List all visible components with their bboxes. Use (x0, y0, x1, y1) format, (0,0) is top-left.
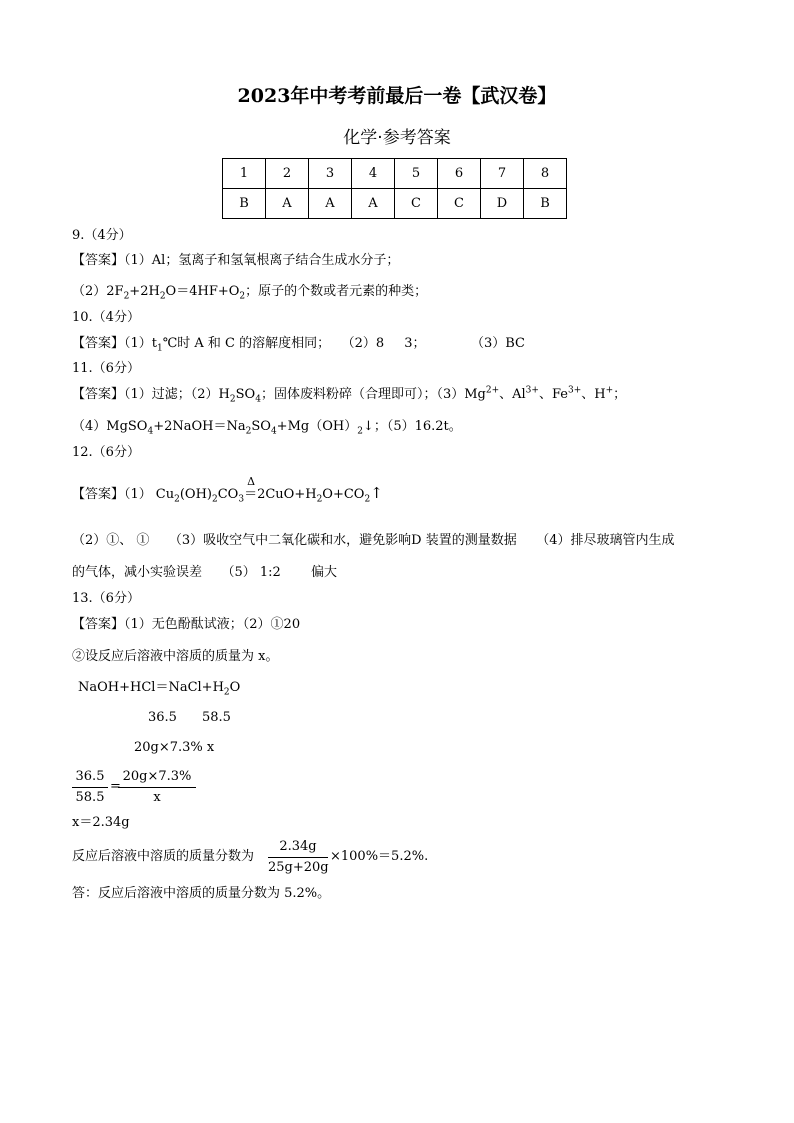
table-cell: 7 (481, 159, 524, 189)
q10-answer-line-1: 【答案】$(1)t_1℃$时 A 和 C 的溶解度相同； （2）8 3； （3）BC (72, 336, 525, 354)
fraction-denominator: 25g+20g (268, 860, 329, 875)
table-cell: A (266, 189, 309, 219)
q12-heading: 12.（6分） (72, 445, 140, 460)
table-cell: A (352, 189, 395, 219)
q13-mass-fraction-tail: ×100%＝5.2%. (330, 849, 429, 864)
q11-answer-line-2: $(4)MgSO_4+2NaOH=Na_2SO_4+Mg(OH)_2↓$；（5）16.2t。 (72, 419, 462, 437)
q13-molar-mass-nacl: 58.5 (202, 710, 231, 725)
table-cell: C (438, 189, 481, 219)
q13-fraction-left (72, 768, 108, 808)
page-subtitle: 化学·参考答案 (343, 128, 451, 148)
q13-mass-fraction-label: 反应后溶液中溶质的质量分数为 (72, 849, 255, 864)
table-cell: B (223, 189, 266, 219)
table-cell: B (524, 189, 567, 219)
table-cell: 3 (309, 159, 352, 189)
fraction-numerator: 2.34g (279, 839, 317, 854)
table-cell: D (481, 189, 524, 219)
q11-answer-line-1: 【答案】（1）过滤；$(2)H_2SO_4$；固体废料粉碎（合理即可）；$(3)Mg^{2+}$、$Al^{3+}$、$Fe^{3+}$、H+； (72, 385, 627, 405)
fraction-numerator: 36.5 (75, 769, 105, 784)
q10-heading: 10.（4分） (72, 310, 140, 325)
answer-table (222, 158, 567, 219)
q13-final-answer: 答：反应后溶液中溶质的质量分数为 5.2%。 (72, 886, 331, 901)
page-title: 2023年中考考前最后一卷【武汉卷】 (237, 85, 557, 107)
q9-answer-line-2: $(2)2F_2+2H_2O=4HF+O_2$；原子的个数或者元素的种类； (72, 284, 428, 302)
q12-answer-line-1: 【答案】（1） $Cu_2(OH)_2CO_3$ Δ $=2CuO+H_2O+CO_2↑$ (72, 475, 383, 505)
fraction-bar (72, 787, 108, 788)
q13-heading: 13.（6分） (72, 591, 140, 606)
q13-result: x＝2.34g (72, 815, 130, 830)
q13-answer-line-1: 【答案】（1）无色酚酞试液；（2）①20 (72, 617, 301, 632)
q13-fraction-right (118, 768, 196, 808)
table-cell: 4 (352, 159, 395, 189)
q11-heading: 11.（6分） (72, 361, 140, 376)
q13-molar-mass-naoh: 36.5 (148, 710, 177, 725)
q9-heading: 9.（4分） (72, 228, 132, 243)
answer-table-number-row (223, 159, 567, 189)
answer-table-answer-row (223, 189, 567, 219)
table-cell: 6 (438, 159, 481, 189)
q13-given-values: 20g×7.3% x (134, 740, 215, 755)
table-cell: A (309, 189, 352, 219)
q12-answer-line-2: （2）①、 ① （3）吸收空气中二氧化碳和水，避免影响D 装置的测量数据 （4）排尽玻璃管内生成 (72, 533, 675, 548)
table-cell: 2 (266, 159, 309, 189)
q12-answer-line-3: 的气体，减小实验误差 （5） 1:2 偏大 (72, 565, 337, 580)
table-cell: 8 (524, 159, 567, 189)
table-cell: 5 (395, 159, 438, 189)
q13-answer-line-2: ②设反应后溶液中溶质的质量为 x。 (72, 649, 279, 664)
fraction-bar (268, 857, 328, 858)
fraction-denominator: x (153, 790, 161, 805)
table-cell: 1 (223, 159, 266, 189)
fraction-numerator: 20g×7.3% (122, 769, 192, 784)
q9-answer-line-1: 【答案】（1）Al；氢离子和氢氧根离子结合生成水分子； (72, 253, 400, 268)
q13-equals-sign: = (110, 779, 121, 794)
fraction-denominator: 58.5 (75, 790, 105, 805)
table-cell: C (395, 189, 438, 219)
fraction-bar (118, 787, 196, 788)
q13-mass-fraction (268, 838, 328, 878)
q13-reaction-equation: $NaOH+HCl=NaCl+H_2O$ (78, 680, 241, 698)
